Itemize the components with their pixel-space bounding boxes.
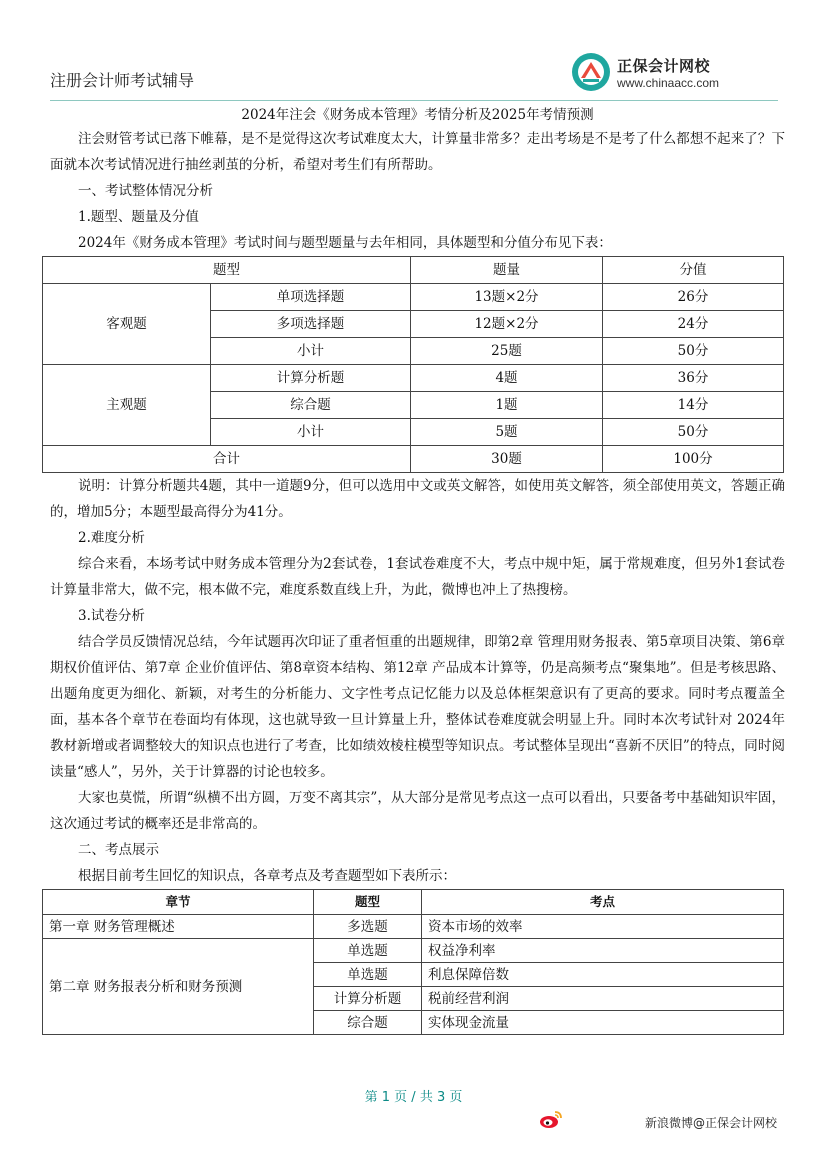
score-cell: 36分 [603, 365, 784, 392]
type-cell: 综合题 [314, 1011, 422, 1035]
type-cell: 小计 [211, 419, 411, 446]
score-cell: 24分 [603, 311, 784, 338]
logo [571, 52, 731, 92]
section-heading-2: 二、考点展示 [78, 842, 159, 858]
chinaacc-logo-icon [571, 52, 611, 92]
section-heading-1: 一、考试整体情况分析 [78, 183, 213, 199]
table-total-row [43, 446, 784, 473]
subsection-heading-1: 1.题型、题量及分值 [78, 209, 199, 225]
page-header [0, 0, 827, 102]
type-cell: 综合题 [211, 392, 411, 419]
header-cell: 题型 [314, 890, 422, 915]
table-intro-text: 2024年《财务成本管理》考试时间与题型题量与去年相同，具体题型和分值分布见下表： [78, 235, 612, 251]
logo-url: www.chinaacc.com [617, 76, 720, 90]
intro-paragraph: 注会财管考试已落下帷幕，是不是觉得这次考试难度太大，计算量非常多？走出考场是不是考了什么都想不起来了？下面就本次考试情况进行抽丝剥茧的分析，希望对考生们有所帮助。 [50, 131, 785, 173]
header-title: 注册会计师考试辅导 [50, 71, 195, 90]
score-cell: 50分 [603, 338, 784, 365]
table-header-row [43, 890, 784, 915]
header-cell: 分值 [603, 257, 784, 284]
type-cell: 多选题 [314, 915, 422, 939]
total-count-cell: 30题 [411, 446, 603, 473]
table-row [43, 365, 784, 392]
point-cell: 权益净利率 [422, 939, 784, 963]
total-score-cell: 100分 [603, 446, 784, 473]
score-cell: 26分 [603, 284, 784, 311]
type-cell: 小计 [211, 338, 411, 365]
header-cell: 考点 [422, 890, 784, 915]
group-cell: 客观题 [43, 284, 211, 365]
score-cell: 14分 [603, 392, 784, 419]
type-cell: 多项选择题 [211, 311, 411, 338]
type-cell: 单选题 [314, 939, 422, 963]
table-intro-text-2: 根据目前考生回忆的知识点，各章考点及考查题型如下表所示： [78, 868, 456, 884]
point-cell: 税前经营利润 [422, 987, 784, 1011]
header-cell: 题量 [411, 257, 603, 284]
chapter-cell: 第二章 财务报表分析和财务预测 [43, 939, 314, 1035]
group-cell: 主观题 [43, 365, 211, 446]
weibo-icon [539, 1109, 563, 1129]
type-cell: 计算分析题 [314, 987, 422, 1011]
document-title: 2024年注会《财务成本管理》考情分析及2025年考情预测 [241, 107, 594, 123]
table-header-row [43, 257, 784, 284]
count-cell: 1题 [411, 392, 603, 419]
count-cell: 12题×2分 [411, 311, 603, 338]
table-row [43, 939, 784, 963]
score-cell: 50分 [603, 419, 784, 446]
point-cell: 实体现金流量 [422, 1011, 784, 1035]
total-label-cell: 合计 [43, 446, 411, 473]
document-body [50, 104, 785, 1035]
table-note: 说明：计算分析题共4题，其中一道题9分，但可以选用中文或英文解答，如使用英文解答，须全部使用英文，答题正确的，增加5分；本题型最高得分为41分。 [50, 478, 785, 520]
header-cell: 题型 [43, 257, 411, 284]
count-cell: 4题 [411, 365, 603, 392]
difficulty-paragraph: 综合来看，本场考试中财务成本管理分为2套试卷，1套试卷难度不大，考点中规中矩，属于常规难度，但另外1套试卷计算量非常大，做不完，根本做不完，难度系数直线上升，为此，微博也冲上了热搜榜。 [50, 556, 785, 598]
count-cell: 13题×2分 [411, 284, 603, 311]
exam-points-table [42, 889, 784, 1035]
header-divider [50, 100, 778, 101]
table-row [43, 915, 784, 939]
weibo-account: 新浪微博@正保会计网校 [645, 1116, 778, 1130]
table-row [43, 284, 784, 311]
subsection-heading-3: 3.试卷分析 [78, 608, 145, 624]
subsection-heading-2: 2.难度分析 [78, 530, 145, 546]
score-distribution-table [42, 256, 784, 473]
logo-name: 正保会计网校 [617, 57, 711, 75]
count-cell: 5题 [411, 419, 603, 446]
count-cell: 25题 [411, 338, 603, 365]
header-cell: 章节 [43, 890, 314, 915]
type-cell: 计算分析题 [211, 365, 411, 392]
page-number: 第 1 页 / 共 3 页 [364, 1090, 463, 1105]
chapter-cell: 第一章 财务管理概述 [43, 915, 314, 939]
analysis-paragraph: 结合学员反馈情况总结，今年试题再次印证了重者恒重的出题规律，即第2章 管理用财务报表、第5章项目决策、第6章 期权价值评估、第7章 企业价值评估、第8章资本结构、第12章 产品成本计算等，仍是高频考点“聚集地”。但是考核思路、出题角度更为细化、新颖，对考生的分析能力、文字性考点记忆能力以及总体框架意识有了更高的要求。同时考点覆盖全面，基本各个章节在卷面均有体现，这也就导致一旦计算量上升，整体试卷难度就会明显上升。同时本次考试针对 2024年教材新增或者调整较大的知识点也进行了考查，比如绩效棱柱模型等知识点。考试整体呈现出“喜新不厌旧”的特点，同时阅读量“感人”，另外，关于计算器的讨论也较多。 [50, 634, 785, 780]
type-cell: 单项选择题 [211, 284, 411, 311]
point-cell: 利息保障倍数 [422, 963, 784, 987]
analysis-paragraph-2: 大家也莫慌，所谓“纵横不出方圆，万变不离其宗”，从大部分是常见考点这一点可以看出，只要备考中基础知识牢固，这次通过考试的概率还是非常高的。 [50, 790, 785, 832]
point-cell: 资本市场的效率 [422, 915, 784, 939]
type-cell: 单选题 [314, 963, 422, 987]
